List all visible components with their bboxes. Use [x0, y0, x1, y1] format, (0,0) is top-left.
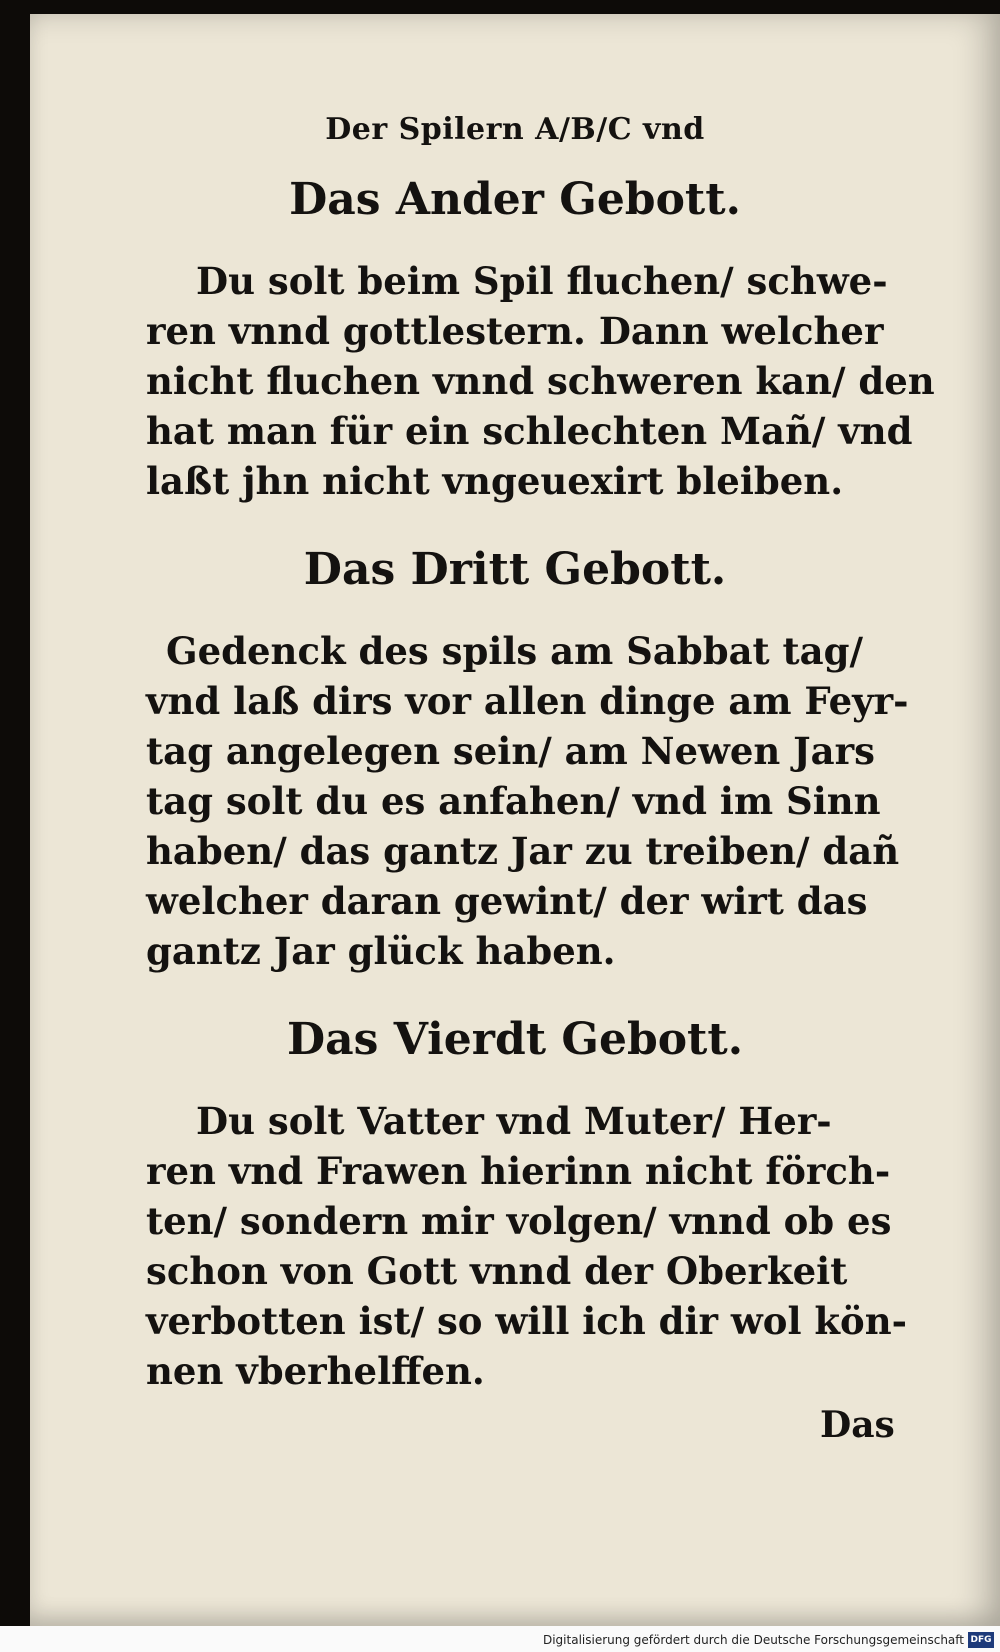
section-body: [146, 1096, 906, 1396]
text-line: vnd laß dirs vor allen dinge am Feyr-: [146, 679, 909, 723]
footer-bar: [0, 1626, 1000, 1652]
text-line: Gedenck des spils am Sabbat tag/: [166, 629, 863, 673]
section-heading: Das Dritt Gebott.: [303, 544, 727, 595]
text-line: schon von Gott vnnd der Oberkeit: [146, 1249, 848, 1293]
text-line: tag solt du es anfahen/ vnd im Sinn: [146, 779, 881, 823]
section-heading: Das Vierdt Gebott.: [286, 1014, 744, 1065]
text-line: Du solt Vatter vnd Muter/ Her-: [196, 1099, 832, 1143]
running-head: Der Spilern A/B/C vnd: [325, 112, 705, 147]
funding-credit: Digitalisierung gefördert durch die Deutsche Forschungsgemeinschaft: [542, 1633, 964, 1647]
text-line: laßt jhn nicht vngeuexirt bleiben.: [146, 459, 844, 503]
text-line: hat man für ein schlechten Mañ/ vnd: [146, 409, 913, 453]
text-line: ren vnd Frawen hierinn nicht förch-: [146, 1149, 891, 1193]
text-line: verbotten ist/ so will ich dir wol kön-: [146, 1299, 907, 1343]
section-body: [146, 626, 909, 976]
text-line: ten/ sondern mir volgen/ vnnd ob es: [146, 1199, 892, 1243]
text-line: gantz Jar glück haben.: [146, 929, 616, 973]
text-line: Du solt beim Spil fluchen/ schwe-: [196, 259, 888, 303]
text-line: welcher daran gewint/ der wirt das: [146, 879, 868, 923]
text-line: nen vberhelffen.: [146, 1349, 485, 1393]
book-page: [30, 14, 1000, 1626]
text-line: ren vnnd gottlestern. Dann welcher: [146, 309, 884, 353]
catchword: Das: [820, 1404, 895, 1446]
text-line: haben/ das gantz Jar zu treiben/ dañ: [146, 829, 900, 873]
section-body: [146, 256, 935, 506]
text-line: nicht fluchen vnnd schweren kan/ den: [146, 359, 935, 403]
section-heading: Das Ander Gebott.: [289, 174, 741, 225]
text-line: tag angelegen sein/ am Newen Jars: [146, 729, 875, 773]
dfg-logo-icon: DFG: [968, 1632, 994, 1648]
